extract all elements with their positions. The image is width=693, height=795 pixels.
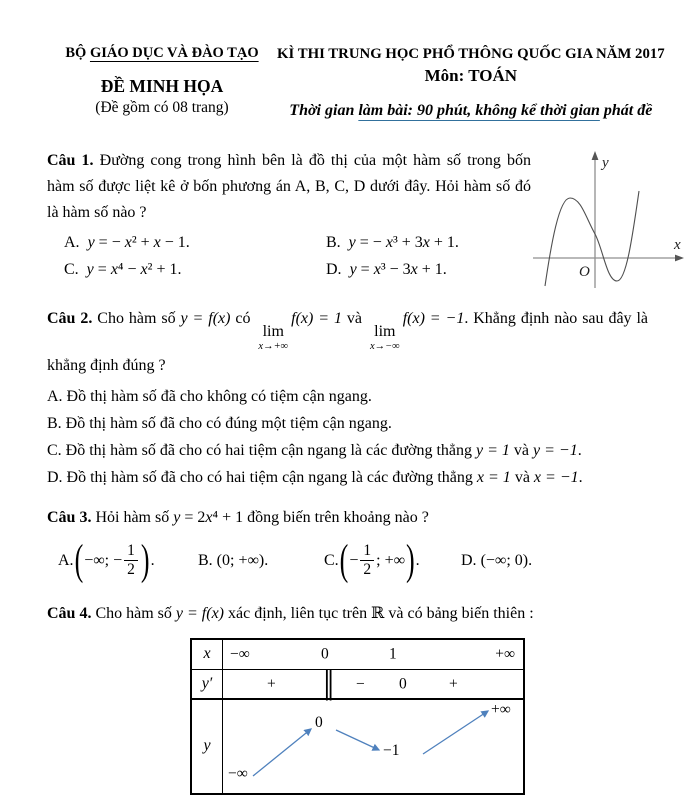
option-b: [198, 548, 324, 574]
option-c: C. Đồ thị hàm số đã cho có hai tiệm cận ngang là các đường thẳng y = 1 và y = −1.: [47, 441, 582, 459]
lim-expression: f(x) = 1: [291, 310, 342, 327]
down-arrow: [336, 730, 379, 750]
time-suffix: phát đề: [599, 102, 653, 119]
option-formula: y = x³ − 3x + 1.: [349, 261, 447, 278]
question-1-options: [47, 229, 531, 283]
exam-subject: Môn: TOÁN: [424, 66, 518, 85]
option-label: D.: [461, 551, 477, 569]
ministry-block: [47, 44, 277, 124]
option-label: A.: [64, 234, 80, 251]
lim-expression: f(x) = −1: [402, 310, 465, 327]
ministry-underlined: GIÁO DỤC VÀ ĐÀO TẠO: [89, 45, 259, 61]
option-label: C.: [64, 261, 79, 278]
numerator: 1: [124, 543, 138, 561]
sign-value: 0: [399, 674, 407, 692]
exam-time: [277, 98, 665, 124]
x-label: x: [203, 645, 211, 662]
close-paren: ): [140, 535, 150, 584]
table-value: −∞: [230, 645, 250, 663]
table-value: 0: [321, 645, 329, 663]
option-d: [326, 256, 531, 283]
close-paren: ): [406, 535, 415, 584]
y-axis-arrow-icon: [592, 151, 599, 160]
question-3-intro: Câu 3. Hỏi hàm số y = 2x⁴ + 1 đồng biến trên khoảng nào ?: [47, 508, 429, 526]
y-value: −1: [383, 741, 400, 759]
question-3-options: [47, 535, 648, 587]
double-bar: ‖: [323, 665, 335, 701]
exam-header: [47, 44, 665, 124]
question-1: [47, 148, 681, 292]
y-prime-label: y′: [201, 674, 213, 692]
intro-text: và: [342, 310, 367, 327]
row-label-y: [192, 700, 223, 793]
row-label-x: [192, 640, 223, 670]
numerator: 1: [360, 543, 374, 561]
time-underlined: làm bài: 90 phút, không kể thời gian: [358, 102, 600, 119]
lim-subscript: x→−∞: [369, 341, 400, 352]
question-2-intro: [47, 306, 648, 379]
option-b: B. Đồ thị hàm số đã cho có đúng một tiệm cận ngang.: [47, 414, 392, 432]
intro-text: Câu 2. Cho hàm số y = f(x) có: [47, 310, 256, 327]
ministry-name: [47, 44, 277, 63]
question-1-intro: Câu 1. Đường cong trong hình bên là đồ thị của một hàm số trong bốn hàm số được liệt kê ở bốn phương án A, B, C, D dưới đây. Hỏi hàm số đó là hàm số nào ?: [47, 152, 532, 221]
fraction: [360, 543, 374, 579]
fraction: [124, 543, 138, 579]
sign-value: −: [356, 674, 365, 692]
option-label: C.: [324, 551, 339, 569]
option-d: D. Đồ thị hàm số đã cho có hai tiệm cận ngang là các đường thẳng x = 1 và x = −1.: [47, 468, 583, 486]
lim-word: lim: [374, 323, 396, 340]
open-paren: (: [74, 535, 84, 584]
option-c: [324, 535, 461, 584]
limit-minus-infinity: [370, 324, 400, 353]
y-value: 0: [315, 713, 323, 731]
question-2-options: [47, 383, 648, 491]
y-axis-label: y: [602, 155, 609, 171]
paper-title: ĐỀ MINH HỌA: [100, 76, 224, 96]
exam-title: KÌ THI TRUNG HỌC PHỔ THÔNG QUỐC GIA NĂM 2017: [277, 46, 665, 62]
sign-value: +: [267, 674, 276, 692]
option-d: [461, 548, 648, 574]
y-value: +∞: [491, 700, 511, 718]
cubic-function-graph: [531, 148, 693, 292]
interval-text: −∞; −: [84, 551, 123, 569]
option-label: B.: [326, 234, 341, 251]
row-label-y-prime: [192, 670, 223, 700]
option-a: [64, 229, 326, 256]
paper-page-count: (Đề gồm có 08 trang): [95, 99, 229, 116]
limit-plus-infinity: [258, 324, 288, 353]
option-a: A. Đồ thị hàm số đã cho không có tiệm cận ngang.: [47, 387, 372, 405]
graph-svg: [531, 150, 693, 292]
ministry-prefix: BỘ: [65, 45, 90, 61]
interval-text: ; +∞: [376, 551, 405, 569]
exam-title-block: [277, 44, 665, 124]
y-variation-area: [223, 700, 523, 793]
x-axis-arrow-icon: [675, 255, 684, 262]
question-3: [47, 505, 648, 587]
option-formula: y = − x³ + 3x + 1.: [348, 234, 459, 251]
variation-arrows: [223, 700, 524, 793]
interval-text: −: [349, 551, 359, 569]
question-1-text-block: [47, 148, 531, 292]
sign-value: +: [449, 674, 458, 692]
interval-text: (−∞; 0).: [480, 551, 533, 569]
origin-label: O: [579, 264, 590, 280]
x-values-row: [223, 640, 523, 670]
up-arrow: [423, 711, 488, 754]
option-formula: y = − x² + x − 1.: [87, 234, 190, 251]
denominator: 2: [363, 561, 372, 578]
denominator: 2: [127, 561, 135, 578]
question-4-intro: Câu 4. Cho hàm số y = f(x) xác định, liên tục trên ℝ và có bảng biến thiên :: [47, 604, 534, 622]
lim-subscript: x→+∞: [258, 341, 289, 352]
option-label: B.: [198, 551, 213, 569]
option-b: [326, 229, 531, 256]
variation-table: [190, 638, 525, 795]
question-2: [47, 306, 648, 491]
option-formula: y = x⁴ − x² + 1.: [86, 261, 182, 278]
intro-text: . Khẳng định nào sau đây là khẳng định đúng ?: [47, 310, 649, 374]
lim-word: lim: [262, 323, 284, 340]
up-arrow: [253, 729, 311, 776]
table-value: +∞: [495, 645, 515, 663]
table-value: 1: [389, 645, 397, 663]
option-c: [64, 256, 326, 283]
open-paren: (: [339, 535, 349, 584]
y-value: −∞: [228, 764, 248, 782]
option-label: D.: [326, 261, 342, 278]
time-prefix: Thời gian: [289, 102, 359, 119]
x-axis-label: x: [674, 237, 681, 253]
option-a: [58, 535, 198, 584]
interval-text: (0; +∞).: [216, 551, 269, 569]
period: .: [150, 551, 155, 569]
y-prime-values-row: [223, 665, 523, 701]
question-4: [47, 601, 648, 795]
cubic-curve: [545, 191, 639, 286]
option-label: A.: [58, 551, 74, 569]
period: .: [415, 551, 420, 569]
y-label: y: [203, 737, 211, 754]
